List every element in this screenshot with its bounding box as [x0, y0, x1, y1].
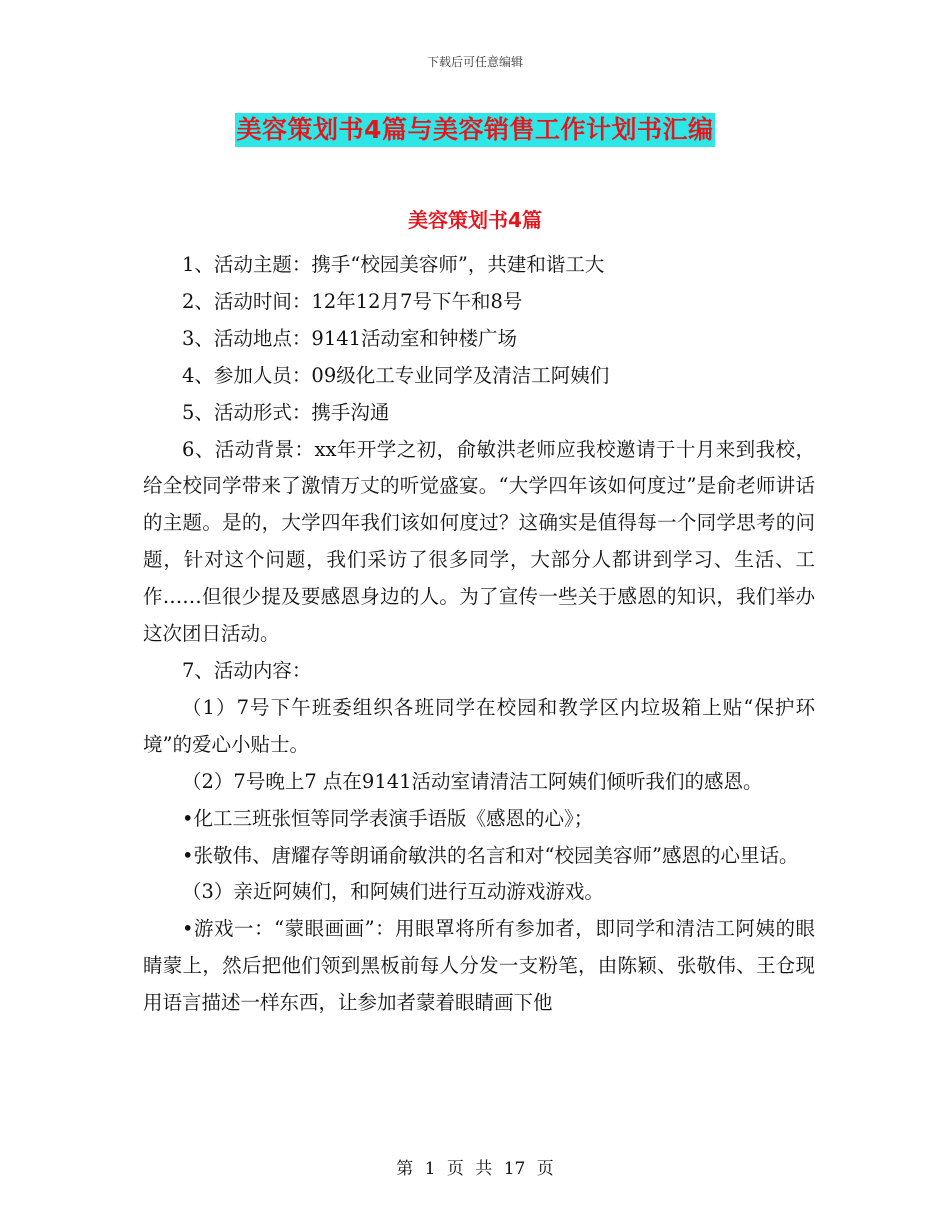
paragraph: （2）7号晚上7 点在9141活动室请清洁工阿姨们倾听我们的感恩。	[182, 769, 763, 793]
paragraph: •张敬伟、唐耀存等朗诵俞敏洪的名言和对“校园美容师”感恩的心里话。	[182, 843, 799, 867]
document-title	[0, 113, 950, 147]
paragraph: 3、活动地点：9141活动室和钟楼广场	[182, 326, 518, 350]
document-body	[143, 247, 815, 1022]
paragraph: （1）7号下午班委组织各班同学在校园和教学区内垃圾箱上贴“保护环境”的爱心小贴士。	[143, 695, 815, 756]
page-footer: 第 1 页 共 17 页	[396, 1159, 554, 1179]
paragraph: 5、活动形式：携手沟通	[182, 400, 390, 424]
paragraph: 1、活动主题：携手“校园美容师”，共建和谐工大	[182, 253, 605, 276]
paragraph: 7、活动内容：	[182, 658, 312, 682]
paragraph: •游戏一：“蒙眼画画”：用眼罩将所有参加者，即同学和清洁工阿姨的眼睛蒙上，然后把他们领到黑板前每人分发一支粉笔，由陈颖、张敬伟、王仓现用语言描述一样东西，让参加者蒙着眼睛画下他	[143, 917, 815, 1015]
paragraph: 6、活动背景：xx年开学之初，俞敏洪老师应我校邀请于十月来到我校，给全校同学带来了激情万丈的听觉盛宴。“大学四年该如何度过”是俞老师讲话的主题。是的，大学四年我们该如何度过？这确实是值得每一个同学思考的问题，针对这个问题，我们采访了很多同学，大部分人都讲到学习、生活、工作……但很少提及要感恩身边的人。为了宣传一些关于感恩的知识，我们举办这次团日活动。	[143, 437, 815, 646]
paragraph: •化工三班张恒等同学表演手语版《感恩的心》；	[182, 806, 594, 830]
header-note: 下载后可任意编辑	[426, 55, 523, 69]
paragraph: （3）亲近阿姨们，和阿姨们进行互动游戏游戏。	[182, 880, 604, 904]
paragraph: 4、参加人员：09级化工专业同学及清洁工阿姨们	[182, 363, 610, 387]
section-title: 美容策划书4篇	[408, 208, 542, 232]
document-title-text: 美容策划书4篇与美容销售工作计划书汇编	[235, 113, 716, 147]
paragraph: 2、活动时间：12年12月7号下午和8号	[182, 289, 523, 313]
